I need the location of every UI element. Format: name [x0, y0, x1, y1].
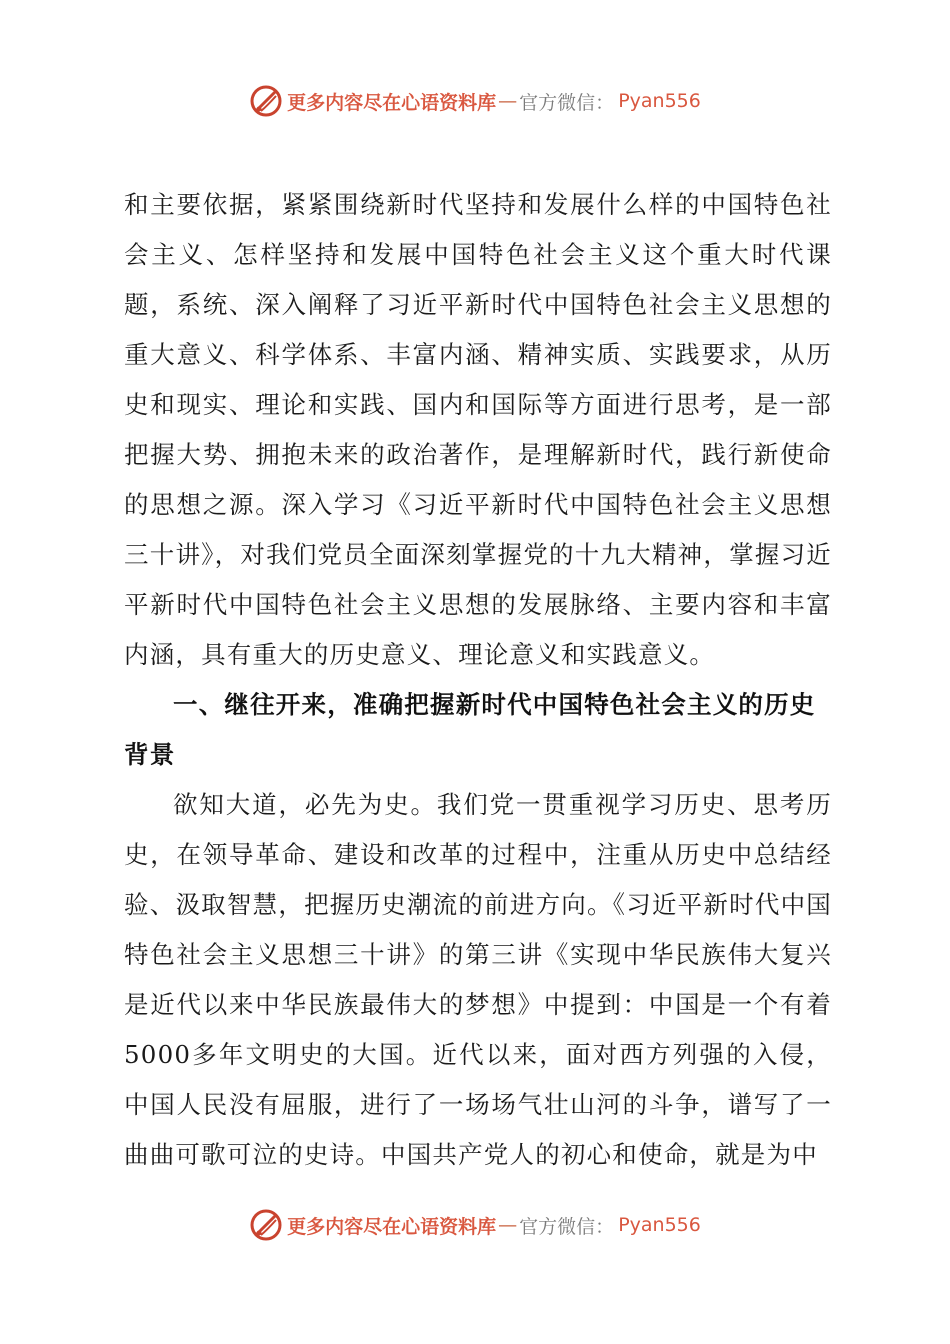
header-watermark — [0, 84, 950, 118]
watermark-wechat-id: Pyan556 — [618, 1214, 701, 1236]
watermark-wechat-id: Pyan556 — [618, 90, 701, 112]
watermark-brand-text: 更多内容尽在心语资料库 — [287, 1215, 497, 1238]
section-heading-1: 一、继往开来，准确把握新时代中国特色社会主义的历史背景 — [124, 690, 816, 769]
watermark-label: 官方微信： — [519, 1215, 615, 1238]
document-body — [124, 180, 832, 1180]
brush-logo-icon — [249, 1208, 283, 1242]
watermark-separator: — — [498, 1214, 518, 1236]
footer-watermark — [0, 1208, 950, 1242]
watermark-label: 官方微信： — [519, 91, 615, 114]
watermark-brand-text: 更多内容尽在心语资料库 — [287, 91, 497, 114]
paragraph-history: 欲知大道，必先为史。我们党一贯重视学习历史、思考历史，在领导革命、建设和改革的过程中，注重从历史中总结经验、汲取智慧，把握历史潮流的前进方向。《习近平新时代中国特色社会主义思想三十讲》的第三讲《实现中华民族伟大复兴是近代以来中华民族最伟大的梦想》中提到：中国是一个有着5000多年文明史的大国。近代以来，面对西方列强的入侵，中国人民没有屈服，进行了一场场气壮山河的斗争，谱写了一曲曲可歌可泣的史诗。中国共产党人的初心和使命，就是为中 — [124, 790, 832, 1169]
brush-logo-icon — [249, 84, 283, 118]
watermark-separator: — — [498, 90, 518, 112]
paragraph-continuation: 和主要依据，紧紧围绕新时代坚持和发展什么样的中国特色社会主义、怎样坚持和发展中国特色社会主义这个重大时代课题，系统、深入阐释了习近平新时代中国特色社会主义思想的重大意义、科学体系、丰富内涵、精神实质、实践要求，从历史和现实、理论和实践、国内和国际等方面进行思考，是一部把握大势、拥抱未来的政治著作，是理解新时代，践行新使命的思想之源。深入学习《习近平新时代中国特色社会主义思想三十讲》，对我们党员全面深刻掌握党的十九大精神，掌握习近平新时代中国特色社会主义思想的发展脉络、主要内容和丰富内涵，具有重大的历史意义、理论意义和实践意义。 — [124, 190, 832, 669]
